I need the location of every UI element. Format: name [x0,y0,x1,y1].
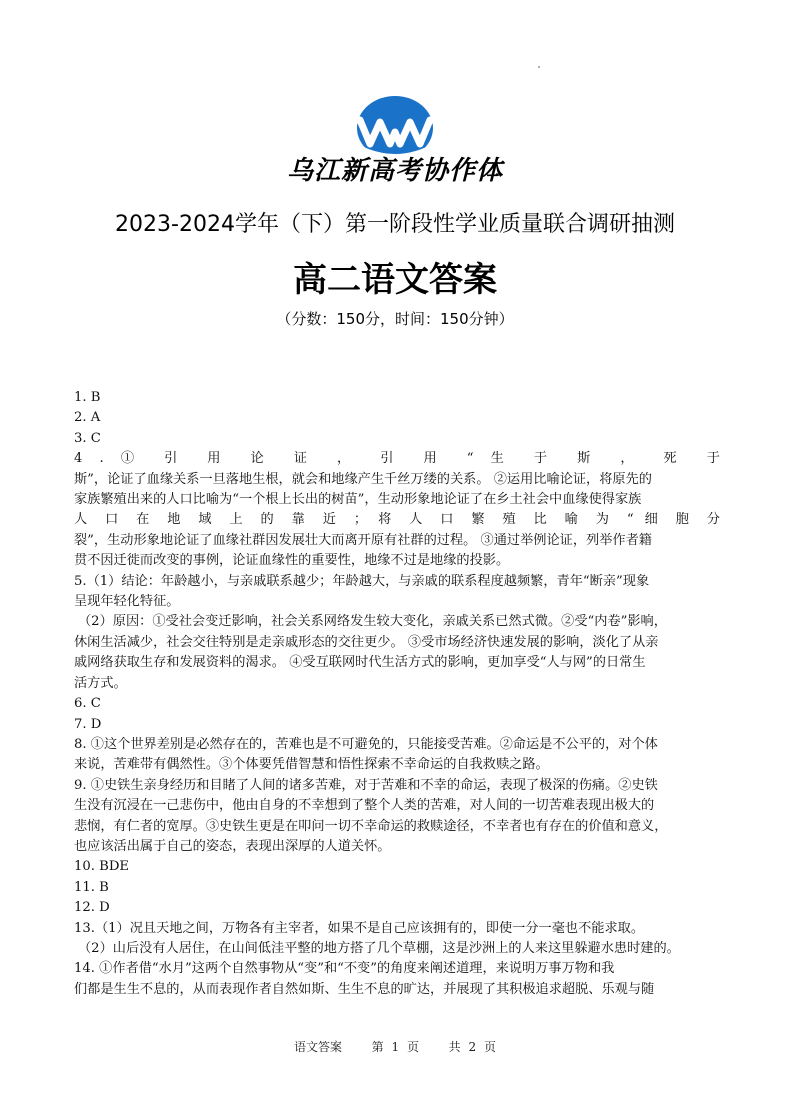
answer-line: 7. D [74,716,102,732]
document-title: 高二语文答案 [293,260,497,300]
answer-line: 悲悯，有仁者的宽厚。③史铁生更是在叩问一切不幸命运的救赎途径，不幸者也有存在的价值和意义， [74,818,668,834]
answer-line: （2）原因：①受社会变迁影响，社会关系网络发生较大变化，亲戚关系已然式微。②受“内卷”影响， [78,614,667,630]
answer-line: 4 . ① 引 用 论 证 ， 引 用 “ 生 于 斯 ， 死 于 [74,451,720,467]
footer-subject: 语文答案 [294,1040,343,1054]
answer-line: 10. BDE [74,859,130,875]
footer-page-suffix: 页 [406,1040,419,1054]
answer-line: 呈现年轻化特征。 [74,594,180,610]
organization-name: 乌江新高考协作体 [286,156,503,186]
answer-line: 生没有沉浸在一己悲伤中，他由自身的不幸想到了整个人类的苦难，对人间的一切苦难表现出极大的 [74,798,655,814]
answer-line: 裂”，生动形象地论证了血缘社群因发展壮大而离开原有社群的过程。 ③通过举例论证，列举作者籍 [74,532,652,548]
footer-page-number: 1 [391,1040,400,1054]
answer-line: 14. ①作者借“水月”这两个自然事物从“变”和“不变”的角度来阐述道理，来说明万事万物和我 [74,961,615,977]
footer-total-suffix: 页 [483,1040,496,1054]
answer-line: 2. A [74,410,101,426]
answer-line: 休闲生活减少，社会交往特别是走亲戚形态的交往更少。 ③受市场经济快速发展的影响，淡化了从亲 [74,634,659,650]
footer-total-pages: 2 [468,1040,477,1054]
answer-line: 来说，苦难带有偶然性。③个体要凭借智慧和悟性探索不幸命运的自我救赎之路。 [74,757,549,773]
answer-line: 贯不因迁徙而改变的事例，论证血缘性的重要性，地缘不过是地缘的投影。 [74,553,510,569]
answer-line: 6. C [74,696,101,712]
answer-line: 活方式。 [74,675,127,691]
answer-line: 13.（1）况且天地之间，万物各有主宰者，如果不是自己应该拥有的，即使一分一毫也不能求取。 [74,920,645,936]
answer-line: 11. B [74,879,109,895]
scan-speck [538,66,540,68]
answer-line: 3. C [74,430,101,446]
answer-line: 人 口 在 地 域 上 的 靠 近 ； 将 人 口 繁 殖 比 喻 为 “ 细 胞 分 [74,512,720,528]
answer-line: 家族繁殖出来的人口比喻为“一个根上长出的树苗”，生动形象地论证了在乡土社会中血缘使得家族 [74,492,642,508]
answer-line: 9. ①史铁生亲身经历和目睹了人间的诸多苦难，对于苦难和不幸的命运，表现了极深的伤痛。②史铁 [74,777,658,793]
answer-line: 戚网络获取生存和发展资料的渴求。 ④受互联网时代生活方式的影响，更加享受“人与网”的日常生 [74,655,646,671]
answer-line: （2）山后没有人居住，在山间低洼平整的地方搭了几个草棚，这是沙洲上的人来这里躲避水患时建的。 [78,940,680,956]
answer-line: 1. B [74,390,101,405]
footer-total-prefix: 共 [448,1040,461,1054]
answer-line: 们都是生生不息的，从而表现作者自然如斯、生生不息的旷达，并展现了其积极追求超脱、乐观与随 [74,981,655,997]
exam-title: 2023-2024学年（下）第一阶段性学业质量联合调研抽测 [115,212,675,237]
answer-line: 12. D [74,900,110,916]
score-time-info: （分数：150分，时间：150分钟） [276,310,514,328]
answer-list [74,388,720,1000]
answer-line: 斯”，论证了血缘关系一旦落地生根，就会和地缘产生千丝万缕的关系。 ②运用比喻论证，将原先的 [74,471,652,487]
footer-page-prefix: 第 [371,1040,384,1054]
page-footer [0,1038,790,1055]
answer-line: 也应该活出属于自己的姿态，表现出深厚的人道关怀。 [74,838,391,854]
answer-line: 5.（1）结论：年龄越小，与亲戚联系越少；年龄越大，与亲戚的联系程度越频繁，青年“断亲”现象 [74,573,650,589]
answer-line: 8. ①这个世界差别是必然存在的，苦难也是不可避免的，只能接受苦难。②命运是不公平的，对个体 [74,736,658,752]
